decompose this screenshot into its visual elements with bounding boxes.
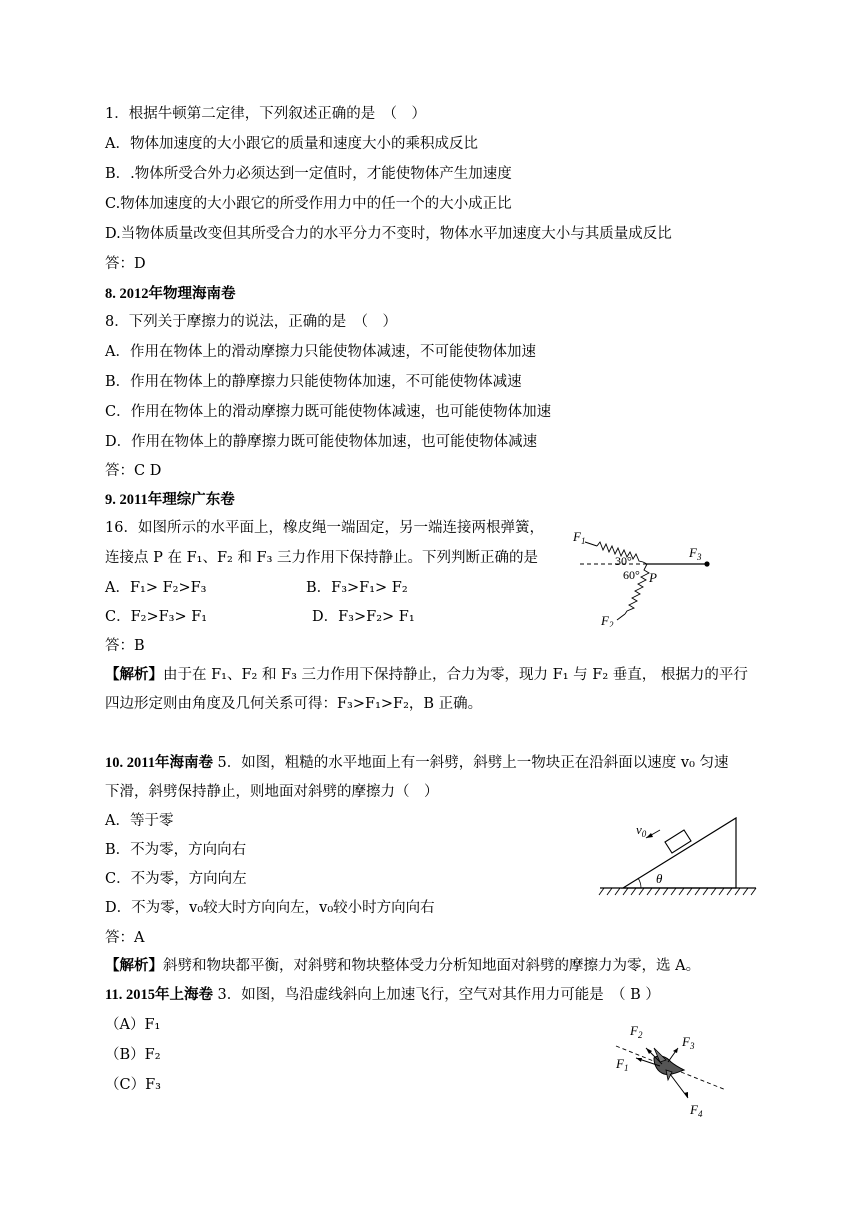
- q11-option-c: （C）F₃: [105, 1077, 161, 1093]
- label-f1: $F_1$: [616, 1056, 629, 1073]
- q16-stem-line1: 16．如图所示的水平面上，橡皮绳一端固定，另一端连接两根弹簧，: [105, 520, 544, 536]
- q10-answer: 答：A: [105, 930, 145, 946]
- q16-option-a: A．F₁> F₂>F₃: [105, 580, 207, 596]
- incline-diagram: [598, 812, 758, 902]
- label-f3: $F_3$: [682, 1034, 695, 1051]
- label-f2: $F_2$: [630, 1023, 643, 1040]
- q8-option-d: D．作用在物体上的静摩擦力既可能使物体加速，也可能使物体减速: [105, 434, 538, 450]
- q11-option-a: （A）F₁: [105, 1017, 161, 1033]
- q16-analysis-line2: 四边形定则由角度及几何关系可得：F₃>F₁>F₂，B 正确。: [105, 696, 483, 712]
- q10-analysis: [105, 956, 700, 976]
- f1-handle: [585, 542, 597, 546]
- arrowhead-f1: [636, 1058, 642, 1062]
- q8-option-b: B．作用在物体上的静摩擦力只能使物体加速，不可能使物体减速: [105, 374, 522, 390]
- q8-option-c: C．作用在物体上的滑动摩擦力既可能使物体减速，也可能使物体加速: [105, 404, 552, 420]
- velocity-arrowhead: [646, 833, 653, 838]
- q11-stem: [105, 985, 660, 1005]
- ground-hatching: [599, 888, 756, 895]
- section-10-title: 10. 2011年海南卷: [105, 755, 213, 771]
- q10-option-a: A．等于零: [105, 813, 174, 829]
- label-f3: $F_3$: [689, 545, 702, 562]
- q16-option-c: C．F₂>F₃> F₁: [105, 609, 208, 625]
- q8-answer: 答：C D: [105, 463, 162, 479]
- q10-option-b: B．不为零，方向向右: [105, 842, 247, 858]
- label-f4: $F_4$: [690, 1102, 703, 1119]
- q10-stem-line2: 下滑，斜劈保持静止，则地面对斜劈的摩擦力（ ）: [105, 784, 439, 800]
- q16-stem-line2: 连接点 P 在 F₁、F₂ 和 F₃ 三力作用下保持静止。下列判断正确的是: [105, 550, 539, 566]
- q1-option-b: B．.物体所受合外力必须达到一定值时，才能使物体产生加速度: [105, 166, 512, 182]
- analysis-text: 斜劈和物块都平衡，对斜劈和物块整体受力分析知地面对斜劈的摩擦力为零，选 A。: [163, 958, 701, 974]
- q1-option-d: D.当物体质量改变但其所受合力的水平分力不变时，物体水平加速度大小与其质量成反比: [105, 226, 672, 242]
- label-p: P: [649, 570, 657, 585]
- q1-option-c: C.物体加速度的大小跟它的所受作用力中的任一个的大小成正比: [105, 196, 512, 212]
- rope-end-dot: [704, 561, 709, 566]
- q1-answer: 答：D: [105, 256, 146, 272]
- angle-30: 30°: [615, 554, 632, 568]
- q1-stem: 1．根据牛顿第二定律，下列叙述正确的是 （ ）: [105, 106, 426, 122]
- q10-stem-line1: [105, 753, 729, 773]
- q10-option-c: C．不为零，方向向左: [105, 871, 247, 887]
- label-f2: $F_2$: [601, 613, 614, 627]
- q10-stem-text: 5．如图，粗糙的水平地面上有一斜劈，斜劈上一物块正在沿斜面以速度 v₀ 匀速: [212, 755, 729, 771]
- q16-analysis-line1: [105, 665, 748, 685]
- label-f1: $F_1$: [573, 529, 586, 546]
- analysis-text: 由于在 F₁、F₂ 和 F₃ 三力作用下保持静止，合力为零，现力 F₁ 与 F₂ 垂直， 根据力的平行: [163, 667, 748, 683]
- section-8-title: 8. 2012年物理海南卷: [105, 286, 236, 302]
- arrowhead-f3: [673, 1048, 678, 1053]
- angle-arc: [638, 878, 641, 888]
- arrowhead-f4: [684, 1092, 688, 1098]
- block: [665, 830, 691, 853]
- bird-force-diagram: [608, 1018, 733, 1128]
- label-v0: $v_0$: [636, 822, 647, 839]
- q10-option-d: D．不为零，v₀较大时方向向左，v₀较小时方向向右: [105, 900, 435, 916]
- q11-option-b: （B）F₂: [105, 1047, 161, 1063]
- bird-icon: [654, 1048, 684, 1080]
- q16-answer: 答：B: [105, 638, 145, 654]
- analysis-tag: 【解析】: [105, 958, 163, 974]
- force-diagram-p: [565, 522, 725, 627]
- analysis-tag: 【解析】: [105, 667, 163, 683]
- label-theta: θ: [656, 871, 663, 886]
- f2-handle: [617, 614, 625, 620]
- section-11-title: 11. 2015年上海卷: [105, 987, 213, 1003]
- q11-stem-text: 3．如图，鸟沿虚线斜向上加速飞行，空气对其作用力可能是 （ B ）: [212, 987, 660, 1003]
- q8-stem: 8．下列关于摩擦力的说法，正确的是 （ ）: [105, 314, 397, 330]
- q8-option-a: A．作用在物体上的滑动摩擦力只能使物体减速，不可能使物体加速: [105, 344, 536, 360]
- q1-option-a: A．物体加速度的大小跟它的质量和速度大小的乘积成反比: [105, 136, 478, 152]
- q16-option-d: D．F₃>F₂> F₁: [312, 609, 415, 625]
- q16-option-b: B．F₃>F₁> F₂: [306, 580, 408, 596]
- section-9-title: 9. 2011年理综广东卷: [105, 492, 235, 508]
- angle-60: 60°: [623, 568, 640, 582]
